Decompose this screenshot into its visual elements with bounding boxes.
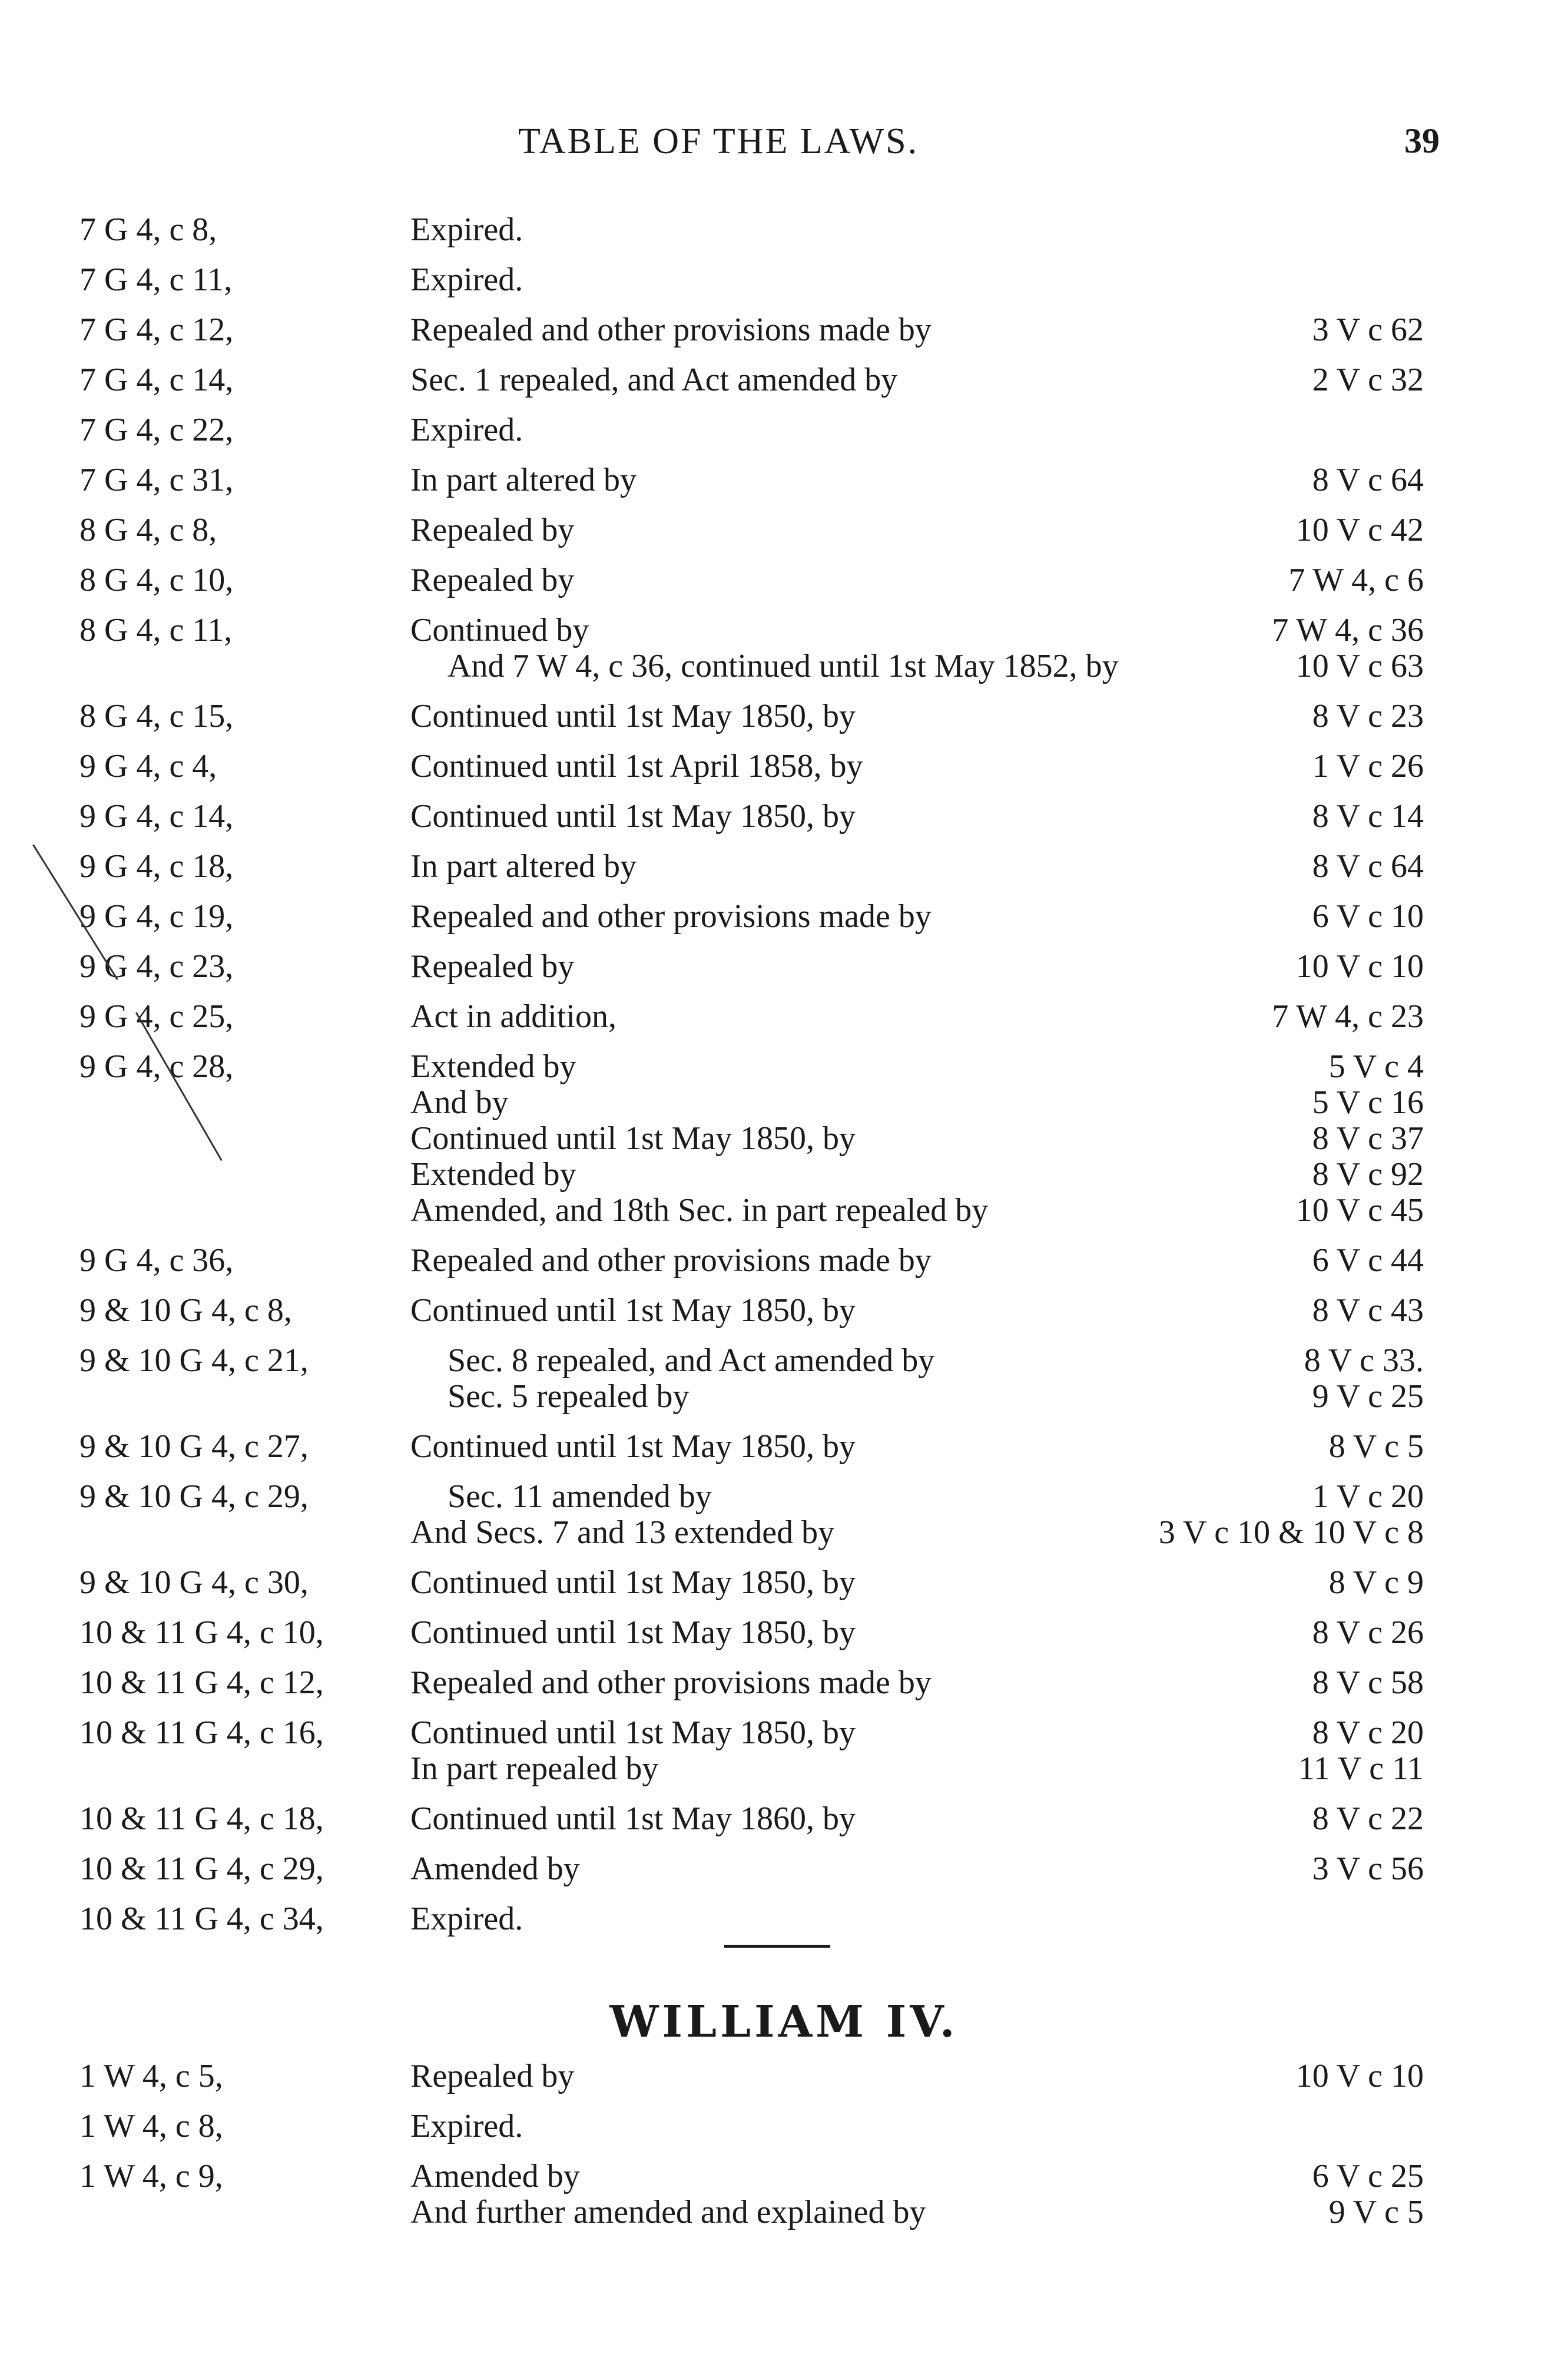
table-row bbox=[0, 999, 1568, 1049]
table-row bbox=[0, 1429, 1568, 1479]
table-line bbox=[0, 462, 1568, 498]
act-status: Repealed by bbox=[410, 562, 575, 598]
table-line bbox=[0, 1193, 1568, 1229]
act-status: Continued until 1st May 1850, by bbox=[410, 1292, 856, 1329]
table-line bbox=[0, 1479, 1568, 1515]
reference: 8 V c 5 bbox=[1328, 1428, 1424, 1465]
reference: 10 V c 42 bbox=[1295, 512, 1424, 548]
act-status: And further amended and explained by bbox=[410, 2194, 926, 2230]
act-status: Continued until 1st May 1850, by bbox=[410, 1428, 856, 1465]
table-line bbox=[0, 899, 1568, 935]
table-line bbox=[0, 1243, 1568, 1279]
table-row bbox=[0, 1901, 1568, 1951]
table-line bbox=[0, 262, 1568, 298]
act-citation: 1 W 4, c 5, bbox=[79, 2058, 223, 2094]
act-status: Extended by bbox=[410, 1048, 576, 1085]
act-status: And by bbox=[410, 1084, 509, 1121]
act-status: Amended by bbox=[410, 2158, 580, 2194]
act-citation: 9 & 10 G 4, c 30, bbox=[79, 1564, 309, 1601]
table-row bbox=[0, 262, 1568, 312]
table-line bbox=[0, 1751, 1568, 1787]
table-line bbox=[0, 1715, 1568, 1751]
act-status: Continued until 1st May 1850, by bbox=[410, 1614, 856, 1651]
act-status: Continued until 1st May 1860, by bbox=[410, 1800, 856, 1837]
act-status: Repealed and other provisions made by bbox=[410, 1242, 931, 1279]
table-line bbox=[0, 1379, 1568, 1415]
act-citation: 9 & 10 G 4, c 29, bbox=[79, 1478, 309, 1515]
act-citation: 1 W 4, c 9, bbox=[79, 2158, 223, 2194]
table-row bbox=[0, 362, 1568, 412]
table-row bbox=[0, 1801, 1568, 1851]
act-status: Continued until 1st May 1850, by bbox=[410, 1564, 856, 1601]
reference: 8 V c 14 bbox=[1312, 798, 1424, 835]
reference: 5 V c 4 bbox=[1328, 1048, 1424, 1085]
act-citation: 8 G 4, c 11, bbox=[79, 612, 233, 648]
table-row bbox=[0, 1049, 1568, 1243]
table-row bbox=[0, 1343, 1568, 1429]
table-row bbox=[0, 212, 1568, 262]
table-line bbox=[0, 362, 1568, 398]
table-line bbox=[0, 613, 1568, 648]
act-status: Repealed and other provisions made by bbox=[410, 312, 931, 348]
reference: 7 W 4, c 6 bbox=[1288, 562, 1424, 598]
act-status: And 7 W 4, c 36, continued until 1st May 1852, by bbox=[447, 648, 1119, 684]
reference: 8 V c 37 bbox=[1312, 1120, 1424, 1157]
reference: 3 V c 62 bbox=[1312, 312, 1424, 348]
act-status: Expired. bbox=[410, 211, 523, 248]
act-citation: 9 & 10 G 4, c 8, bbox=[79, 1292, 292, 1329]
table-line bbox=[0, 799, 1568, 835]
reference: 6 V c 10 bbox=[1312, 898, 1424, 935]
reference: 5 V c 16 bbox=[1312, 1084, 1424, 1121]
act-citation: 7 G 4, c 12, bbox=[79, 312, 234, 348]
table-row bbox=[0, 799, 1568, 849]
act-status: Amended by bbox=[410, 1851, 580, 1887]
table-row bbox=[0, 949, 1568, 999]
table-line bbox=[0, 562, 1568, 598]
act-citation: 9 & 10 G 4, c 27, bbox=[79, 1428, 309, 1465]
act-citation: 9 G 4, c 18, bbox=[79, 848, 234, 885]
reference: 3 V c 10 & 10 V c 8 bbox=[1158, 1514, 1424, 1551]
act-status: In part altered by bbox=[410, 848, 637, 885]
table-row bbox=[0, 613, 1568, 699]
table-line bbox=[0, 1157, 1568, 1193]
table-row bbox=[0, 1293, 1568, 1343]
reference: 8 V c 64 bbox=[1312, 848, 1424, 885]
act-status: Repealed and other provisions made by bbox=[410, 898, 931, 935]
table-line bbox=[0, 312, 1568, 348]
act-citation: 9 G 4, c 28, bbox=[79, 1048, 234, 1085]
table-row bbox=[0, 849, 1568, 899]
table-line bbox=[0, 949, 1568, 985]
reference: 10 V c 63 bbox=[1295, 648, 1424, 684]
act-citation: 10 & 11 G 4, c 12, bbox=[79, 1664, 324, 1701]
table-line bbox=[0, 1615, 1568, 1651]
act-citation: 9 G 4, c 23, bbox=[79, 948, 234, 985]
table-row bbox=[0, 1243, 1568, 1293]
act-status: Amended, and 18th Sec. in part repealed by bbox=[410, 1192, 989, 1229]
act-status: Expired. bbox=[410, 2108, 523, 2144]
table-line bbox=[0, 1293, 1568, 1329]
reference: 2 V c 32 bbox=[1312, 362, 1424, 398]
act-status: Continued until 1st May 1850, by bbox=[410, 1120, 856, 1157]
act-status: Extended by bbox=[410, 1156, 576, 1193]
reference: 8 V c 22 bbox=[1312, 1800, 1424, 1837]
table-line bbox=[0, 849, 1568, 885]
act-citation: 9 G 4, c 25, bbox=[79, 998, 234, 1035]
act-status: Continued until 1st May 1850, by bbox=[410, 798, 856, 835]
table-row bbox=[0, 412, 1568, 462]
reference: 8 V c 26 bbox=[1312, 1614, 1424, 1651]
act-status: Repealed by bbox=[410, 948, 575, 985]
act-citation: 1 W 4, c 8, bbox=[79, 2108, 223, 2144]
act-status: Repealed by bbox=[410, 2058, 575, 2094]
table-row bbox=[0, 512, 1568, 562]
act-status: Sec. 8 repealed, and Act amended by bbox=[447, 1342, 935, 1379]
table-row bbox=[0, 562, 1568, 613]
table-line bbox=[0, 2108, 1568, 2144]
reference: 1 V c 20 bbox=[1312, 1478, 1424, 1515]
table-line bbox=[0, 1343, 1568, 1379]
table-row bbox=[0, 312, 1568, 362]
act-citation: 9 G 4, c 36, bbox=[79, 1242, 234, 1279]
table-row bbox=[0, 1665, 1568, 1715]
william-iv-table bbox=[0, 2058, 1568, 2245]
act-status: Continued until 1st May 1850, by bbox=[410, 1714, 856, 1751]
reference: 8 V c 9 bbox=[1328, 1564, 1424, 1601]
act-citation: 10 & 11 G 4, c 34, bbox=[79, 1901, 324, 1937]
act-citation: 9 & 10 G 4, c 21, bbox=[79, 1342, 309, 1379]
section-title: WILLIAM IV. bbox=[609, 1997, 959, 2047]
table-row bbox=[0, 749, 1568, 799]
table-line bbox=[0, 1429, 1568, 1465]
act-citation: 7 G 4, c 22, bbox=[79, 412, 234, 448]
table-line bbox=[0, 1565, 1568, 1601]
act-status: Sec. 11 amended by bbox=[447, 1478, 712, 1515]
act-status: Continued until 1st May 1850, by bbox=[410, 698, 856, 734]
table-line bbox=[0, 1049, 1568, 1085]
act-status: Sec. 5 repealed by bbox=[447, 1378, 689, 1415]
table-row bbox=[0, 1851, 1568, 1901]
table-line bbox=[0, 1665, 1568, 1701]
act-status: Continued by bbox=[410, 612, 589, 648]
table-line bbox=[0, 1851, 1568, 1887]
reference: 8 V c 23 bbox=[1312, 698, 1424, 734]
table-row bbox=[0, 2108, 1568, 2159]
table-line bbox=[0, 1085, 1568, 1121]
reference: 9 V c 25 bbox=[1312, 1378, 1424, 1415]
reference: 10 V c 45 bbox=[1295, 1192, 1424, 1229]
act-status: Act in addition, bbox=[410, 998, 616, 1035]
section-divider bbox=[724, 1945, 830, 1948]
table-row bbox=[0, 899, 1568, 949]
act-citation: 7 G 4, c 8, bbox=[79, 211, 217, 248]
act-status: Repealed by bbox=[410, 512, 575, 548]
act-citation: 10 & 11 G 4, c 10, bbox=[79, 1614, 324, 1651]
act-status: Repealed and other provisions made by bbox=[410, 1664, 931, 1701]
table-line bbox=[0, 2058, 1568, 2094]
reference: 11 V c 11 bbox=[1298, 1750, 1424, 1787]
reference: 10 V c 10 bbox=[1295, 2058, 1424, 2094]
reference: 7 W 4, c 36 bbox=[1272, 612, 1424, 648]
reference: 10 V c 10 bbox=[1295, 948, 1424, 985]
act-status: Sec. 1 repealed, and Act amended by bbox=[410, 362, 898, 398]
table-line bbox=[0, 1801, 1568, 1837]
act-citation: 9 G 4, c 19, bbox=[79, 898, 234, 935]
table-row bbox=[0, 1479, 1568, 1565]
reference: 6 V c 44 bbox=[1312, 1242, 1424, 1279]
reference: 1 V c 26 bbox=[1312, 748, 1424, 785]
act-status: Expired. bbox=[410, 262, 523, 298]
page-title: TABLE OF THE LAWS. bbox=[518, 121, 919, 161]
page-header bbox=[0, 121, 1568, 174]
reference: 3 V c 56 bbox=[1312, 1851, 1424, 1887]
act-status: Expired. bbox=[410, 1901, 523, 1937]
reference: 8 V c 92 bbox=[1312, 1156, 1424, 1193]
act-citation: 8 G 4, c 8, bbox=[79, 512, 217, 548]
table-line bbox=[0, 749, 1568, 785]
table-row bbox=[0, 1715, 1568, 1801]
table-row bbox=[0, 2058, 1568, 2108]
reference: 8 V c 58 bbox=[1312, 1664, 1424, 1701]
reference: 9 V c 5 bbox=[1328, 2194, 1424, 2230]
table-line bbox=[0, 1901, 1568, 1937]
act-citation: 7 G 4, c 11, bbox=[79, 262, 233, 298]
table-row bbox=[0, 1615, 1568, 1665]
table-row bbox=[0, 1565, 1568, 1615]
act-citation: 7 G 4, c 31, bbox=[79, 462, 234, 498]
act-status: And Secs. 7 and 13 extended by bbox=[410, 1514, 835, 1551]
act-citation: 10 & 11 G 4, c 29, bbox=[79, 1851, 324, 1887]
act-citation: 9 G 4, c 4, bbox=[79, 748, 217, 785]
act-citation: 8 G 4, c 15, bbox=[79, 698, 234, 734]
reference: 6 V c 25 bbox=[1312, 2158, 1424, 2194]
table-line bbox=[0, 699, 1568, 734]
act-citation: 7 G 4, c 14, bbox=[79, 362, 234, 398]
reference: 7 W 4, c 23 bbox=[1272, 998, 1424, 1035]
act-citation: 10 & 11 G 4, c 16, bbox=[79, 1714, 324, 1751]
table-line bbox=[0, 648, 1568, 684]
act-status: Expired. bbox=[410, 412, 523, 448]
page-number: 39 bbox=[1404, 121, 1440, 160]
table-row bbox=[0, 699, 1568, 749]
table-line bbox=[0, 2159, 1568, 2194]
act-status: In part altered by bbox=[410, 462, 637, 498]
table-line bbox=[0, 999, 1568, 1035]
table-line bbox=[0, 412, 1568, 448]
table-line bbox=[0, 1121, 1568, 1157]
act-citation: 10 & 11 G 4, c 18, bbox=[79, 1800, 324, 1837]
act-status: Continued until 1st April 1858, by bbox=[410, 748, 863, 785]
table-row bbox=[0, 462, 1568, 512]
reference: 8 V c 20 bbox=[1312, 1714, 1424, 1751]
reference: 8 V c 43 bbox=[1312, 1292, 1424, 1329]
reference: 8 V c 64 bbox=[1312, 462, 1424, 498]
reference: 8 V c 33. bbox=[1304, 1342, 1424, 1379]
act-status: In part repealed by bbox=[410, 1750, 659, 1787]
george-iv-table bbox=[0, 212, 1568, 1951]
table-line bbox=[0, 212, 1568, 248]
table-row bbox=[0, 2159, 1568, 2245]
table-line bbox=[0, 1515, 1568, 1551]
act-citation: 8 G 4, c 10, bbox=[79, 562, 234, 598]
table-line bbox=[0, 2194, 1568, 2230]
table-line bbox=[0, 512, 1568, 548]
act-citation: 9 G 4, c 14, bbox=[79, 798, 234, 835]
